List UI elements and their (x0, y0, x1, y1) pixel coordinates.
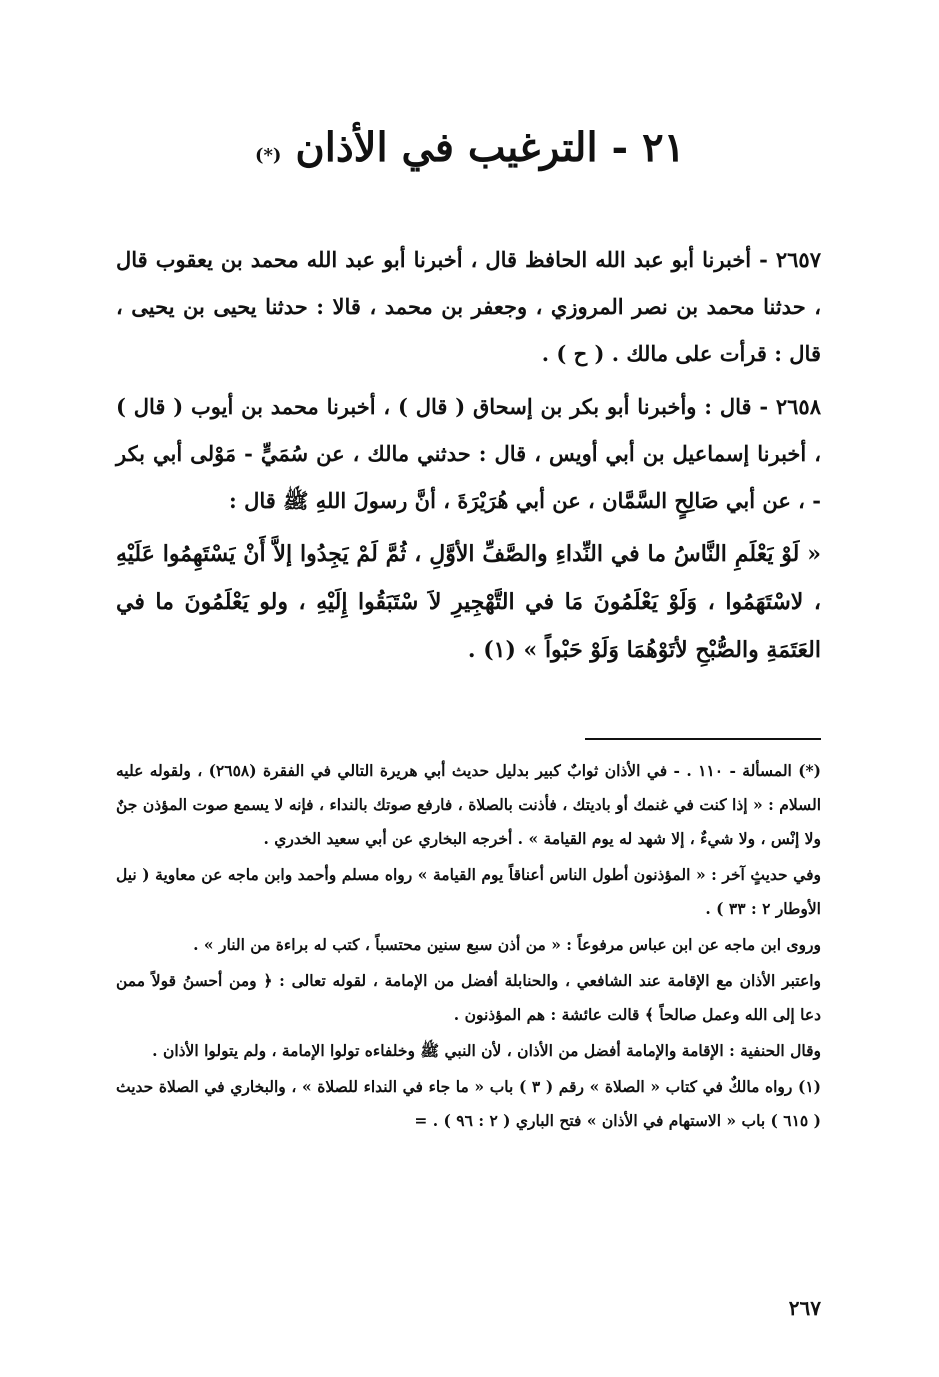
narration-2657: ٢٦٥٧ - أخبرنا أبو عبد الله الحافظ قال ، أخبرنا أبو عبد الله محمد بن يعقوب قال ، حدثنا محمد بن نصر المروزي ، وجعفر بن محمد ، قالا : حدثنا يحيى بن يحيى ، قال : قرأت على مالك . ( ح ) . (116, 247, 821, 366)
footnotes (116, 754, 821, 1140)
page-number: ٢٦٧ (788, 1296, 821, 1320)
narration-2658: ٢٦٥٨ - قال : وأخبرنا أبو بكر بن إسحاق ( قال ) ، أخبرنا محمد بن أيوب ( قال ) ، أخبرنا إسماعيل بن أبي أويس ، قال : حدثني مالك ، عن سُمَيٍّ - مَوْلى أبي بكر - ، عن أبي صَالِحٍ السَّمَّان ، عن أبي هُرَيْرَةَ ، أنَّ رسولَ اللهِ ﷺ قال : (116, 394, 821, 513)
footnote-paragraph: وقال الحنفية : الإقامة والإمامة أفضل من الأذان ، لأن النبي ﷺ وخلفاءه تولوا الإمامة ، ولم يتولوا الأذان . (152, 1041, 821, 1060)
chapter-title (120, 118, 820, 178)
footnote-paragraph: وفي حديثٍ آخر : « المؤذنون أطول الناس أعناقاً يوم القيامة » رواه مسلم وأحمد وابن ماجه عن معاوية ( نيل الأوطار ٢ : ٣٣ ) . (116, 865, 821, 918)
footnote-paragraph: واعتبر الأذان مع الإقامة عند الشافعي ، والحنابلة أفضل من الإمامة ، لقوله تعالى : ﴿ ومن أحسنُ قولاً ممن دعا إلى الله وعمل صالحاً ﴾ قالت عائشة : هم المؤذنون . (116, 971, 821, 1024)
chapter-title-footnote-mark: (*) (254, 145, 282, 166)
footnote-1: (١) رواه مالكٌ في كتاب « الصلاة » رقم ( ٣ ) باب « ما جاء في النداء للصلاة » ، والبخاري في الصلاة حديث ( ٦١٥ ) باب « الاستهام في الأذان » فتح الباري ( ٢ : ٩٦ ) . = (116, 1077, 821, 1130)
footnote-paragraph: وروى ابن ماجه عن ابن عباس مرفوعاً : « من أذن سبع سنين محتسباً ، كتب له براءة من النار » . (193, 935, 821, 954)
hadith-text: « لَوْ يَعْلَمِ النَّاسُ ما في النِّداءِ والصَّفِّ الأوَّلِ ، ثُمَّ لَمْ يَجِدُوا إلاَّ أَنْ يَسْتَهِمُوا عَلَيْهِ ، لاسْتَهَمُوا ، وَلَوْ يَعْلَمُونَ مَا في التَّهْجِيرِ لاَ سْتَبَقُوا إِلَيْهِ ، ولو يَعْلَمُونَ ما في العَتَمَةِ والصُّبْحِ لأتَوْهُمَا وَلَوْ حَبْواً » (١) . (116, 541, 821, 663)
main-text (116, 236, 821, 680)
footnote-star: (*) المسألة - ١١٠ . - في الأذان ثوابٌ كبير بدليل حديث أبي هريرة التالي في الفقرة (٢٦٥٨) ، ولقوله عليه السلام : « إذا كنت في غنمك أو باديتك ، فأذنت بالصلاة ، فارفع صوتك بالنداء ، فإنه لا يسمع صوت المؤذن جنٌ ولا إنْس ، ولا شيءٌ ، إلا شهد له يوم القيامة » . أخرجه البخاري عن أبي سعيد الخدري . (116, 761, 821, 848)
footnote-separator (585, 738, 821, 740)
chapter-title-text: ٢١ - الترغيب في الأذان (295, 124, 686, 171)
